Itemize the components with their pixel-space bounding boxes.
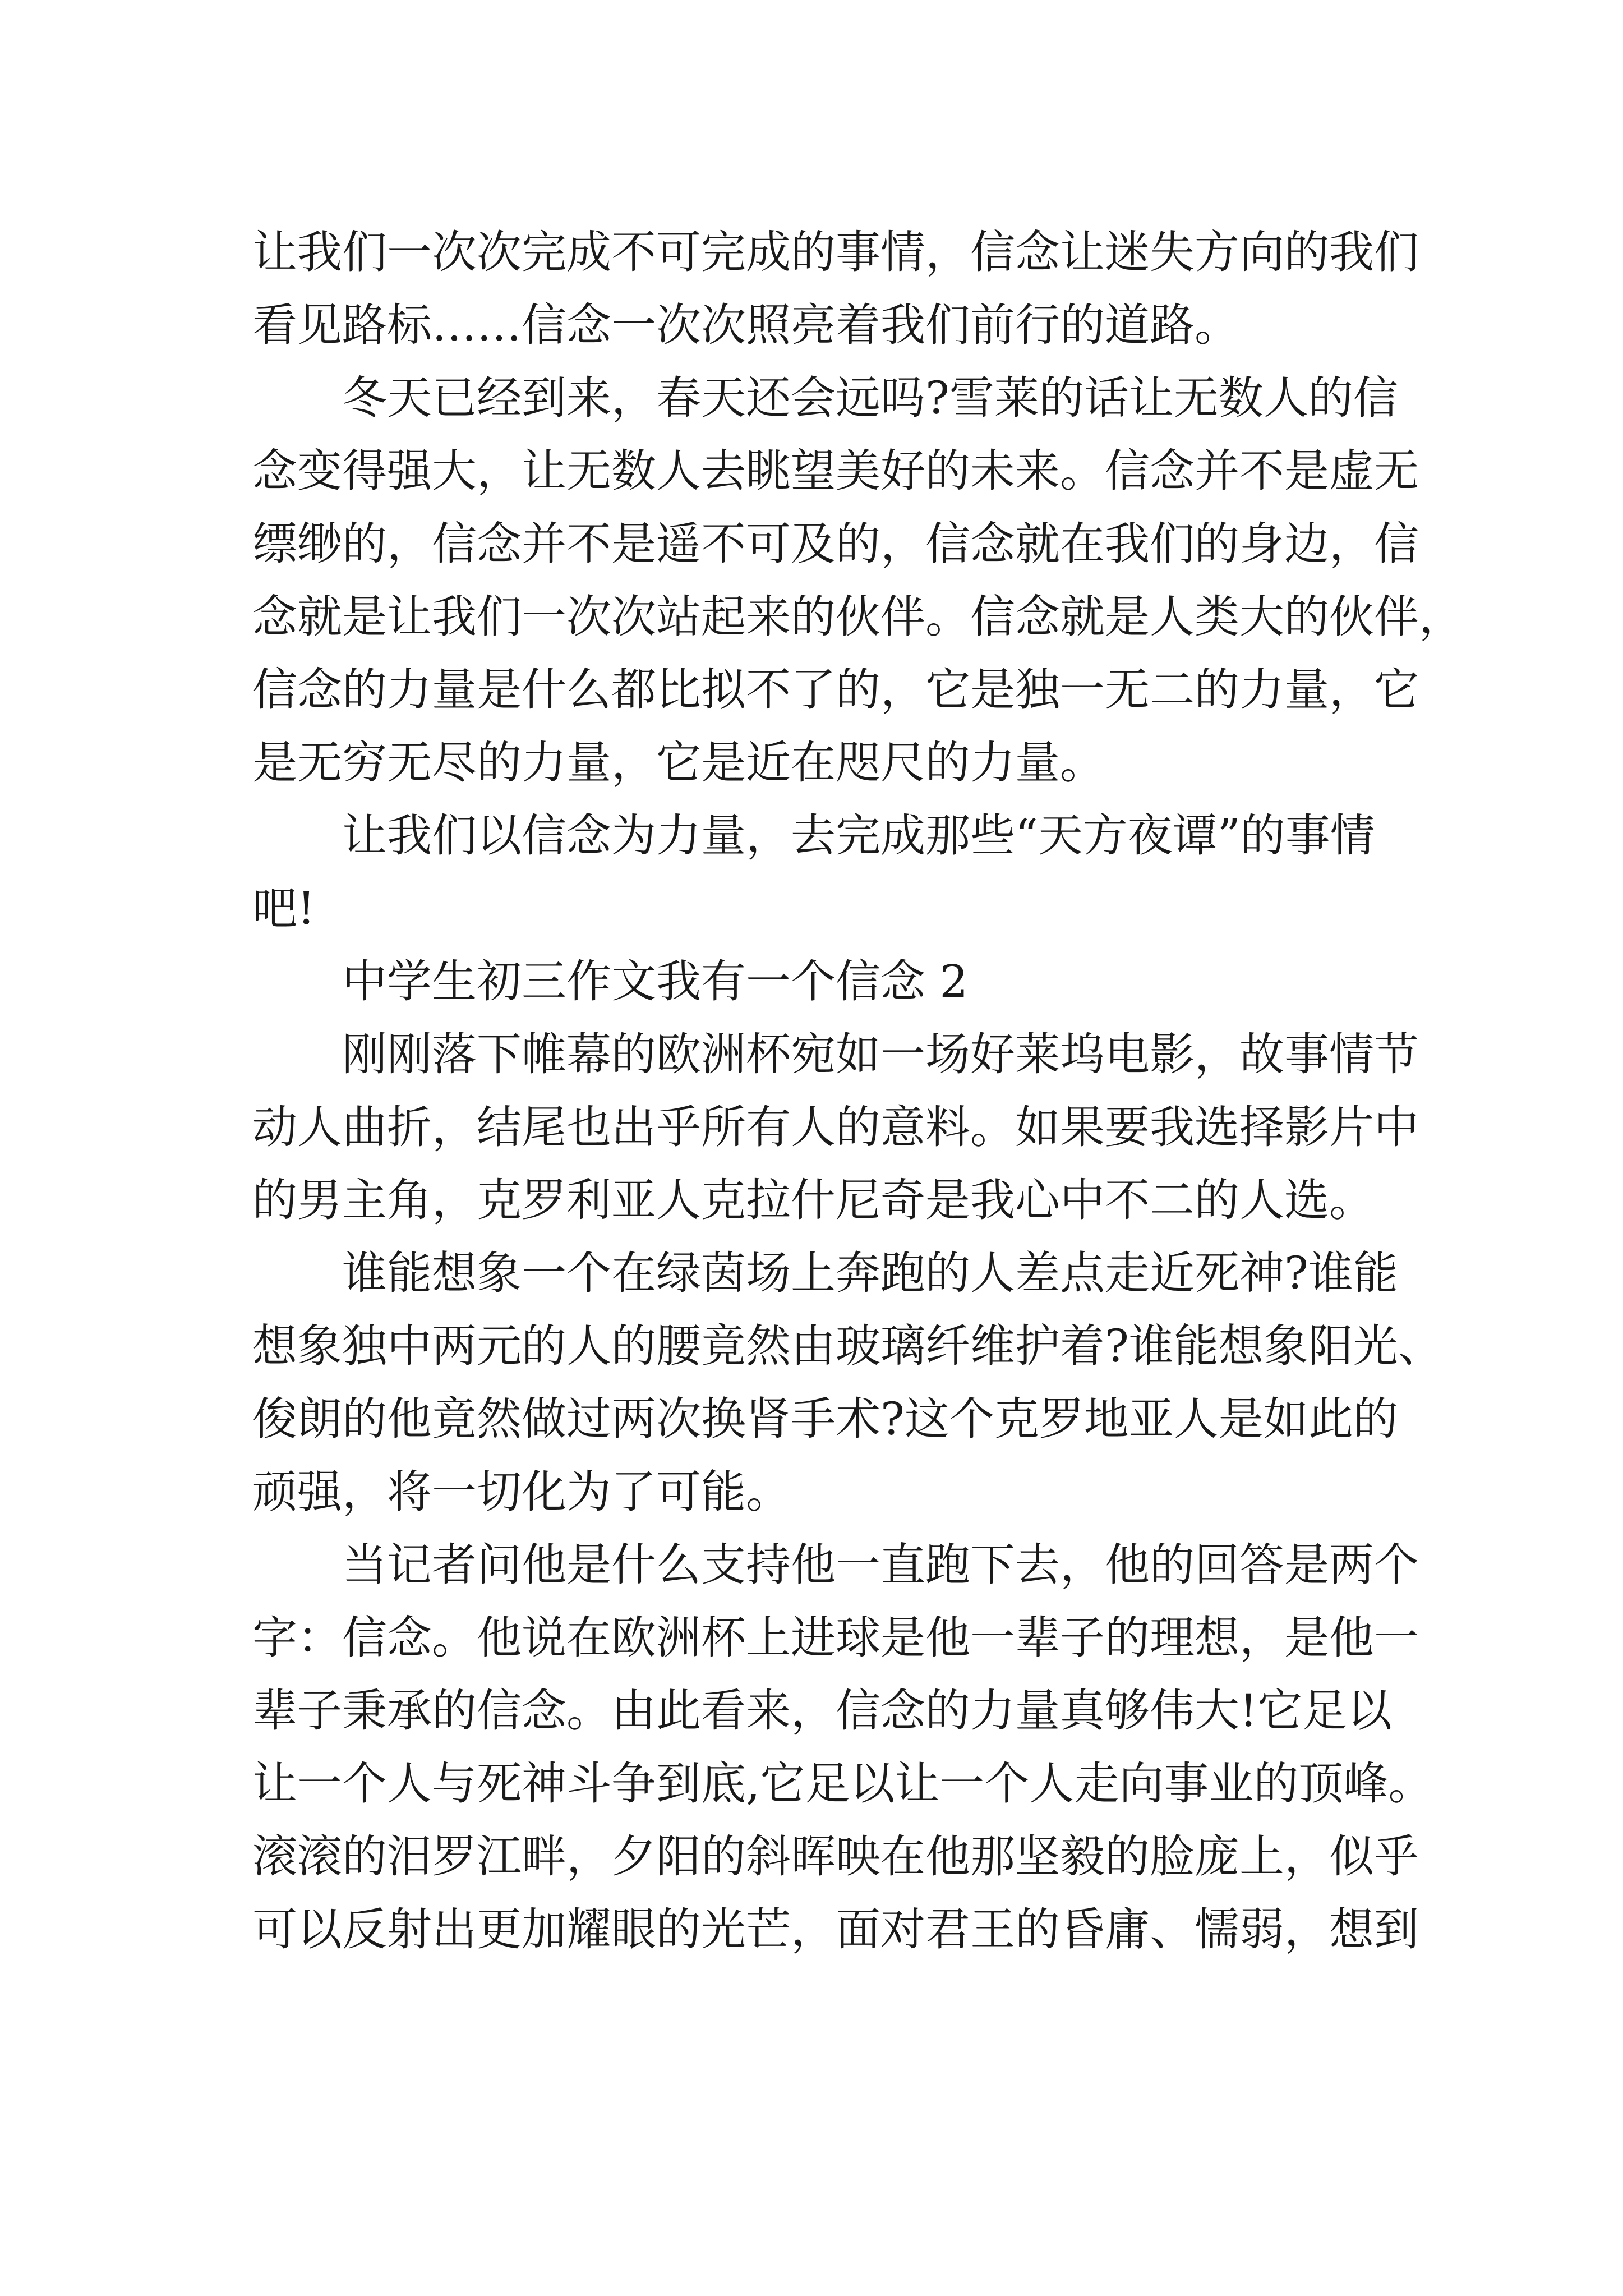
text-line: 想象独中两元的人的腰竟然由玻璃纤维护着?谁能想象阳光、: [252, 1320, 1443, 1372]
text-line: 念就是让我们一次次站起来的伙伴。信念就是人类大的伙伴，: [252, 591, 1464, 643]
text-line: 辈子秉承的信念。由此看来，信念的力量真够伟大!它足以: [252, 1685, 1393, 1737]
text-line: 滚滚的汨罗江畔，夕阳的斜晖映在他那坚毅的脸庞上，似乎: [252, 1830, 1419, 1883]
text-line: 的男主角，克罗利亚人克拉什尼奇是我心中不二的人选。: [252, 1174, 1374, 1226]
text-line: 字：信念。他说在欧洲杯上进球是他一辈子的理想，是他一: [252, 1612, 1419, 1664]
text-line: 俊朗的他竟然做过两次换肾手术?这个克罗地亚人是如此的: [252, 1393, 1398, 1445]
text-line: 动人曲折，结尾也出乎所有人的意料。如果要我选择影片中: [252, 1101, 1419, 1153]
text-line: 可以反射出更加耀眼的光芒，面对君王的昏庸、懦弱，想到: [252, 1903, 1419, 1955]
text-line: 念变得强大，让无数人去眺望美好的未来。信念并不是虚无: [252, 445, 1419, 497]
paragraph-start-line: 刚刚落下帷幕的欧洲杯宛如一场好莱坞电影，故事情节: [342, 1028, 1419, 1080]
text-line: 看见路标……信念一次次照亮着我们前行的道路。: [252, 299, 1239, 351]
text-line: 信念的力量是什么都比拟不了的，它是独一无二的力量，它: [252, 664, 1419, 716]
text-line: 缥缈的，信念并不是遥不可及的，信念就在我们的身边，信: [252, 518, 1419, 570]
paragraph-start-line: 让我们以信念为力量，去完成那些“天方夜谭”的事情: [342, 809, 1375, 862]
text-line: 顽强，将一切化为了可能。: [252, 1466, 791, 1518]
paragraph-start-line: 冬天已经到来，春天还会远吗?雪莱的话让无数人的信: [342, 372, 1398, 424]
paragraph-start-line: 谁能想象一个在绿茵场上奔跑的人差点走近死神?谁能: [342, 1247, 1398, 1299]
text-line: 让一个人与死神斗争到底,它足以让一个人走向事业的顶峰。: [252, 1757, 1433, 1810]
section-heading: 中学生初三作文我有一个信念 2: [342, 955, 969, 1007]
paragraph-start-line: 当记者问他是什么支持他一直跑下去，他的回答是两个: [342, 1539, 1419, 1591]
text-line: 让我们一次次完成不可完成的事情，信念让迷失方向的我们: [252, 226, 1419, 278]
text-line: 是无穷无尽的力量，它是近在咫尺的力量。: [252, 737, 1105, 789]
text-line: 吧!: [252, 882, 316, 935]
